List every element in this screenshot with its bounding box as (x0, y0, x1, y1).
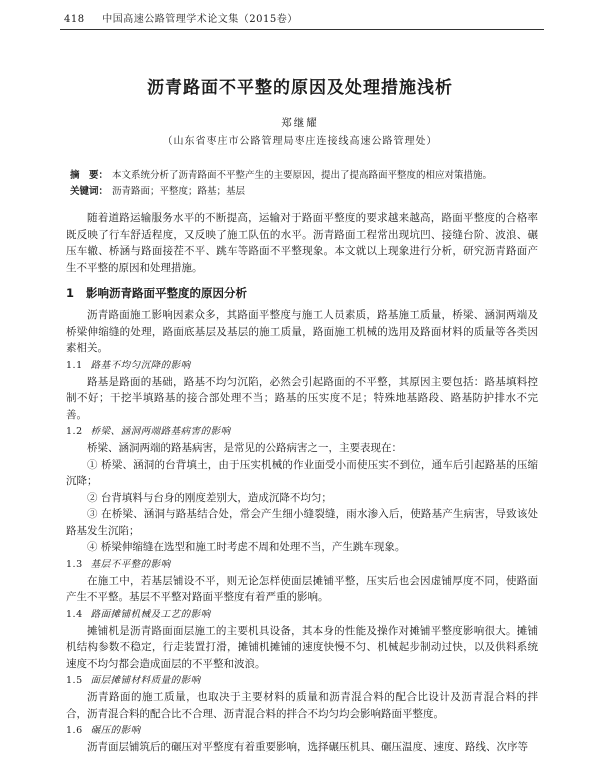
section-heading (66, 285, 538, 301)
abstract-text: 本文系统分析了沥青路面不平整产生的主要原因，提出了提高路面平整度的相应对策措施。 (112, 170, 493, 181)
list-item: ② 台背填料与台身的刚度差别大，造成沉降不均匀； (87, 491, 332, 504)
list-item: ① 桥梁、涵洞的台背填土，由于压实机械的作业面受小而使压实不到位，通车后引起路基的压缩沉降； (66, 458, 538, 487)
header-rule (60, 29, 544, 30)
section-intro-paragraph: 沥青路面施工影响因素众多，其路面平整度与施工人员素质，路基施工质量，桥梁、涵洞两端及桥梁伸缩缝的处理，路面底基层及基层的施工质量，路面施工机械的选用及路面材料的质量等各类因素相关。 (66, 309, 538, 354)
paragraph: 沥青面层铺筑后的碾压对平整度有着重要影响，选择碾压机具、碾压温度、速度、路线、次序等 (87, 741, 528, 753)
journal-title: 中国高速公路管理学术论文集（2015卷） (102, 14, 298, 25)
article-author: 郑继耀 (281, 117, 319, 129)
subsection-number: 1.3 (66, 558, 83, 570)
list-item: ③ 在桥梁、涵洞与路基结合处，常会产生细小缝裂缝，雨水渗入后，使路基产生病害，导致该处路基发生沉陷； (66, 508, 538, 537)
subsection-title: 桥梁、涵洞两端路基病害的影响 (90, 426, 231, 437)
paragraph: 摊铺机是沥青路面面层施工的主要机具设备，其本身的性能及操作对摊铺平整度影响很大。摊铺机结构参数不稳定，行走装置打滑，摊铺机摊铺的速度快慢不匀、机械起步制动过快，以及供料系统速度不均匀都会造成面层的不平整和波浪。 (66, 624, 538, 670)
keywords-text: 沥青路面；平整度；路基；基层 (112, 186, 246, 197)
paragraph: 桥梁、涵洞两端的路基病害，是常见的公路病害之一，主要表现在： (87, 442, 402, 454)
subsection-title: 路基不均匀沉降的影响 (90, 359, 191, 371)
subsection-title: 碾压的影响 (90, 725, 141, 736)
section-title: 影响沥青路面平整度的原因分析 (86, 286, 248, 300)
keywords (70, 185, 550, 199)
author-affiliation: （山东省枣庄市公路管理局枣庄连接线高速公路管理处） (162, 136, 438, 147)
subsection-heading (66, 673, 538, 688)
subsection-title: 路面摊铺机械及工艺的影响 (90, 608, 211, 620)
subsection-number: 1.5 (66, 675, 83, 686)
subsection-title: 面层摊铺材料质量的影响 (90, 675, 201, 686)
abstract (70, 169, 550, 183)
page-number: 418 (64, 14, 85, 25)
paragraph: 在施工中，若基层铺设不平，则无论怎样使面层摊铺平整，压实后也会因虚铺厚度不同，使路面产生不平整。基层不平整对路面平整度有着严重的影响。 (66, 574, 538, 603)
subsection-heading (66, 557, 538, 572)
paragraph: 沥青路面的施工质量，也取决于主要材料的质量和沥青混合料的配合比设计及沥青混合料的拌合，沥青混合料的配合比不合理、沥青混合料的拌合不均匀均会影响路面平整度。 (66, 691, 538, 720)
list-item: ④ 桥梁伸缩缝在选型和施工时考虑不周和处理不当，产生跳车现象。 (87, 541, 406, 553)
intro-paragraph: 随着道路运输服务水平的不断提高，运输对于路面平整度的要求越来越高，路面平整度的合格率既反映了行车舒适程度，又反映了施工队伍的水平。沥青路面工程常出现坑凹、接缝台阶、波浪、碾压车辙、桥涵与路面接茬不平、跳车等路面不平整现象。本文就以上现象进行分析，研究沥青路面产生不平整的原因和处理措施。 (66, 212, 538, 274)
subsection-heading (66, 723, 538, 738)
article-body (66, 210, 538, 756)
running-head (64, 13, 544, 27)
abstract-label: 摘 要： (70, 170, 109, 181)
subsection-number: 1.6 (66, 725, 83, 736)
subsection-heading (66, 607, 538, 622)
subsection-title: 基层不平整的影响 (90, 558, 171, 570)
subsection-heading (66, 424, 538, 439)
section-number: 1 (66, 286, 75, 300)
subsection-number: 1.2 (66, 426, 83, 437)
subsection-number: 1.4 (66, 608, 83, 620)
subsection-number: 1.1 (66, 359, 83, 371)
subsection-heading (66, 358, 538, 373)
paragraph: 路基是路面的基础，路基不均匀沉陷，必然会引起路面的不平整，其原因主要包括：路基填料控制不好；干挖半填路基的接合部处理不当；路基的压实度不足；特殊地基路段、路基防护排水不完善。 (66, 375, 538, 421)
keywords-label: 关键词： (70, 186, 109, 197)
article-title: 沥青路面不平整的原因及处理措施浅析 (147, 78, 453, 98)
